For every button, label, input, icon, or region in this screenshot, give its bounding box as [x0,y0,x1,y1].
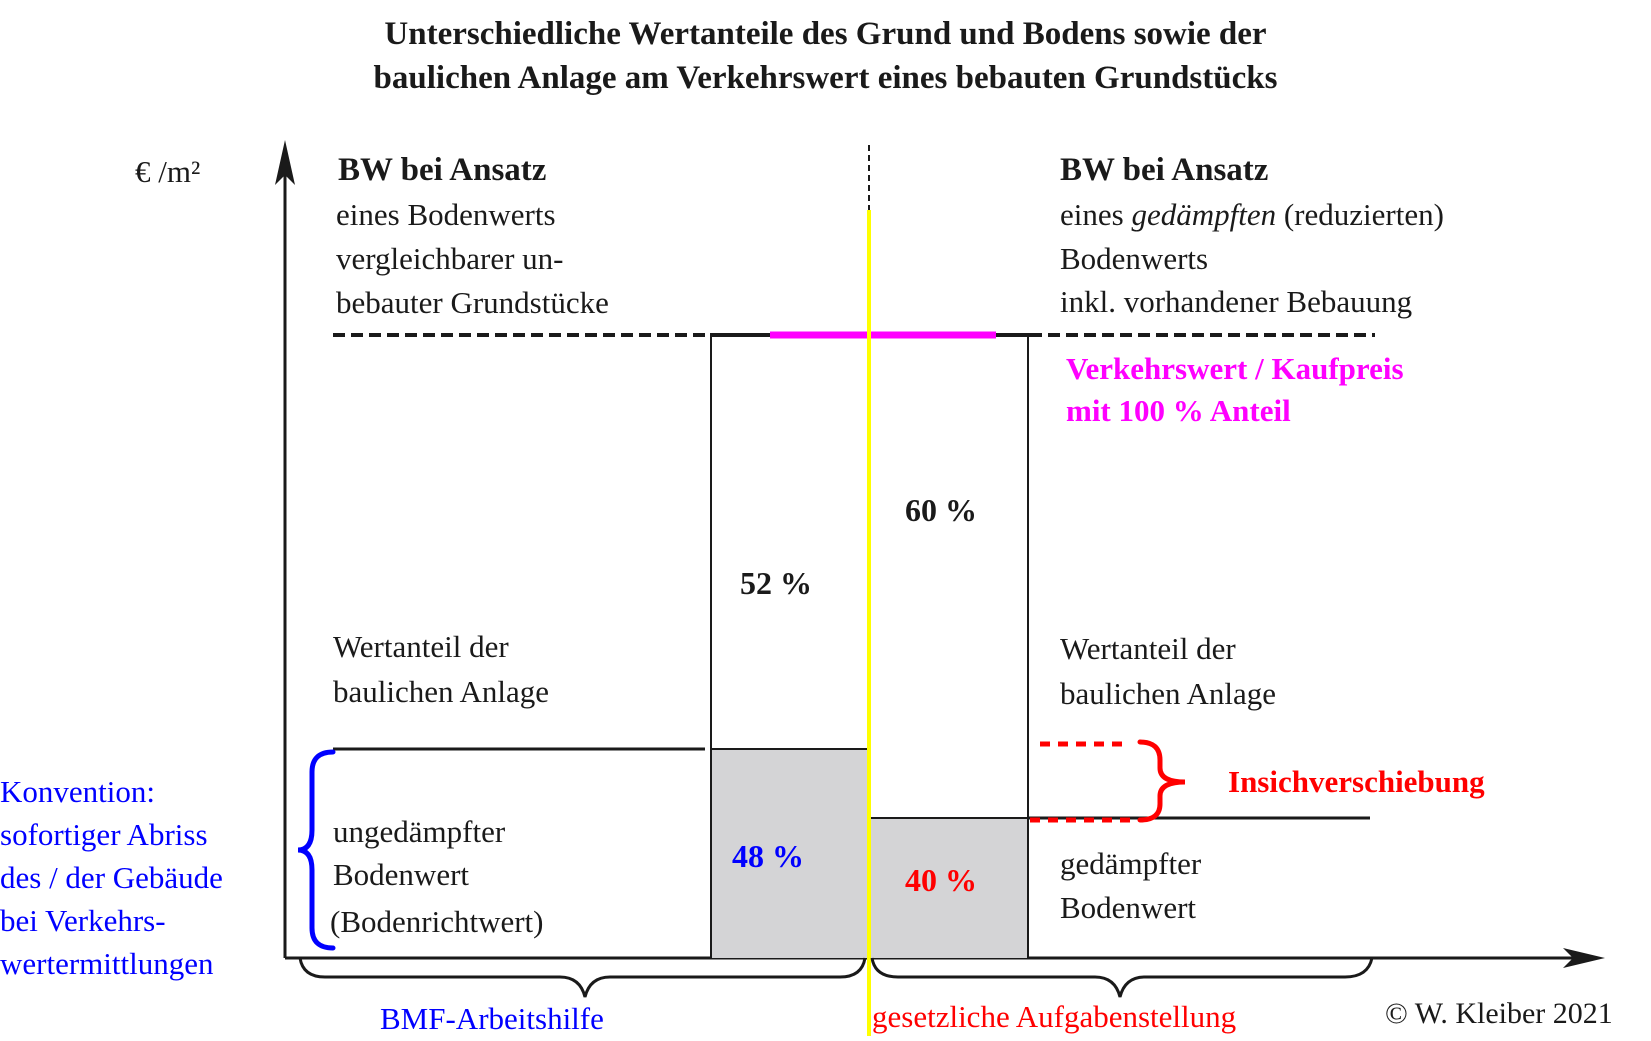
right-desc-line-1 [1060,193,1444,237]
convention-line-1: Konvention: [0,774,155,809]
convention-line-3: des / der Gebäude [0,860,223,895]
shift-label: Insichverschiebung [1228,764,1485,799]
convention-line-5: wertermittlungen [0,946,214,981]
right-heading: BW bei Ansatz [1060,152,1269,188]
right-desc-line-3: inkl. vorhandener Bebauung [1060,284,1413,319]
left-land-label-3: (Bodenrichtwert) [330,904,544,939]
right-desc-italic: gedämpften [1131,197,1277,232]
left-desc-line-1: eines Bodenwerts [336,197,556,232]
left-heading: BW bei Ansatz [338,152,547,188]
left-building-pct: 52 % [740,565,812,601]
title-line-1: Unterschiedliche Wertanteile des Grund und Bodens sowie der [384,16,1267,52]
copyright: © W. Kleiber 2021 [1385,997,1613,1030]
title-line-2: baulichen Anlage am Verkehrswert eines bebauten Grundstücks [373,60,1278,96]
right-desc-line-2: Bodenwerts [1060,241,1209,276]
right-building-pct: 60 % [905,492,977,528]
left-land-pct: 48 % [732,838,804,874]
left-land-label-1: ungedämpfter [333,814,506,849]
left-bottom-brace-icon [300,958,865,997]
right-land-pct: 40 % [905,862,977,898]
right-land-label-2: Bodenwert [1060,890,1197,925]
convention-line-2: sofortiger Abriss [0,817,208,852]
right-bottom-label: gesetzliche Aufgabenstellung [872,999,1237,1034]
convention-line-4: bei Verkehrs- [0,903,166,938]
shift-brace-icon [1140,742,1185,820]
y-axis-unit: € /m² [135,154,201,189]
right-bottom-brace-icon [872,958,1372,997]
left-bottom-label: BMF-Arbeitshilfe [380,1001,604,1036]
left-building-label-2: baulichen Anlage [333,674,550,709]
right-desc-pre: eines [1060,197,1132,232]
left-land-label-2: Bodenwert [333,857,470,892]
diagram-title [0,12,1651,100]
left-desc-line-2: vergleichbarer un- [336,241,564,276]
right-land-label-1: gedämpfter [1060,846,1202,881]
right-desc-post: (reduzierten) [1276,197,1444,232]
market-value-line-2: mit 100 % Anteil [1066,393,1291,428]
convention-brace-icon [298,752,333,948]
left-building-label-1: Wertanteil der [333,629,509,664]
left-desc-line-3: bebauter Grundstücke [336,285,609,320]
right-building-label-2: baulichen Anlage [1060,676,1277,711]
right-building-label-1: Wertanteil der [1060,631,1236,666]
market-value-line-1: Verkehrswert / Kaufpreis [1066,351,1404,386]
